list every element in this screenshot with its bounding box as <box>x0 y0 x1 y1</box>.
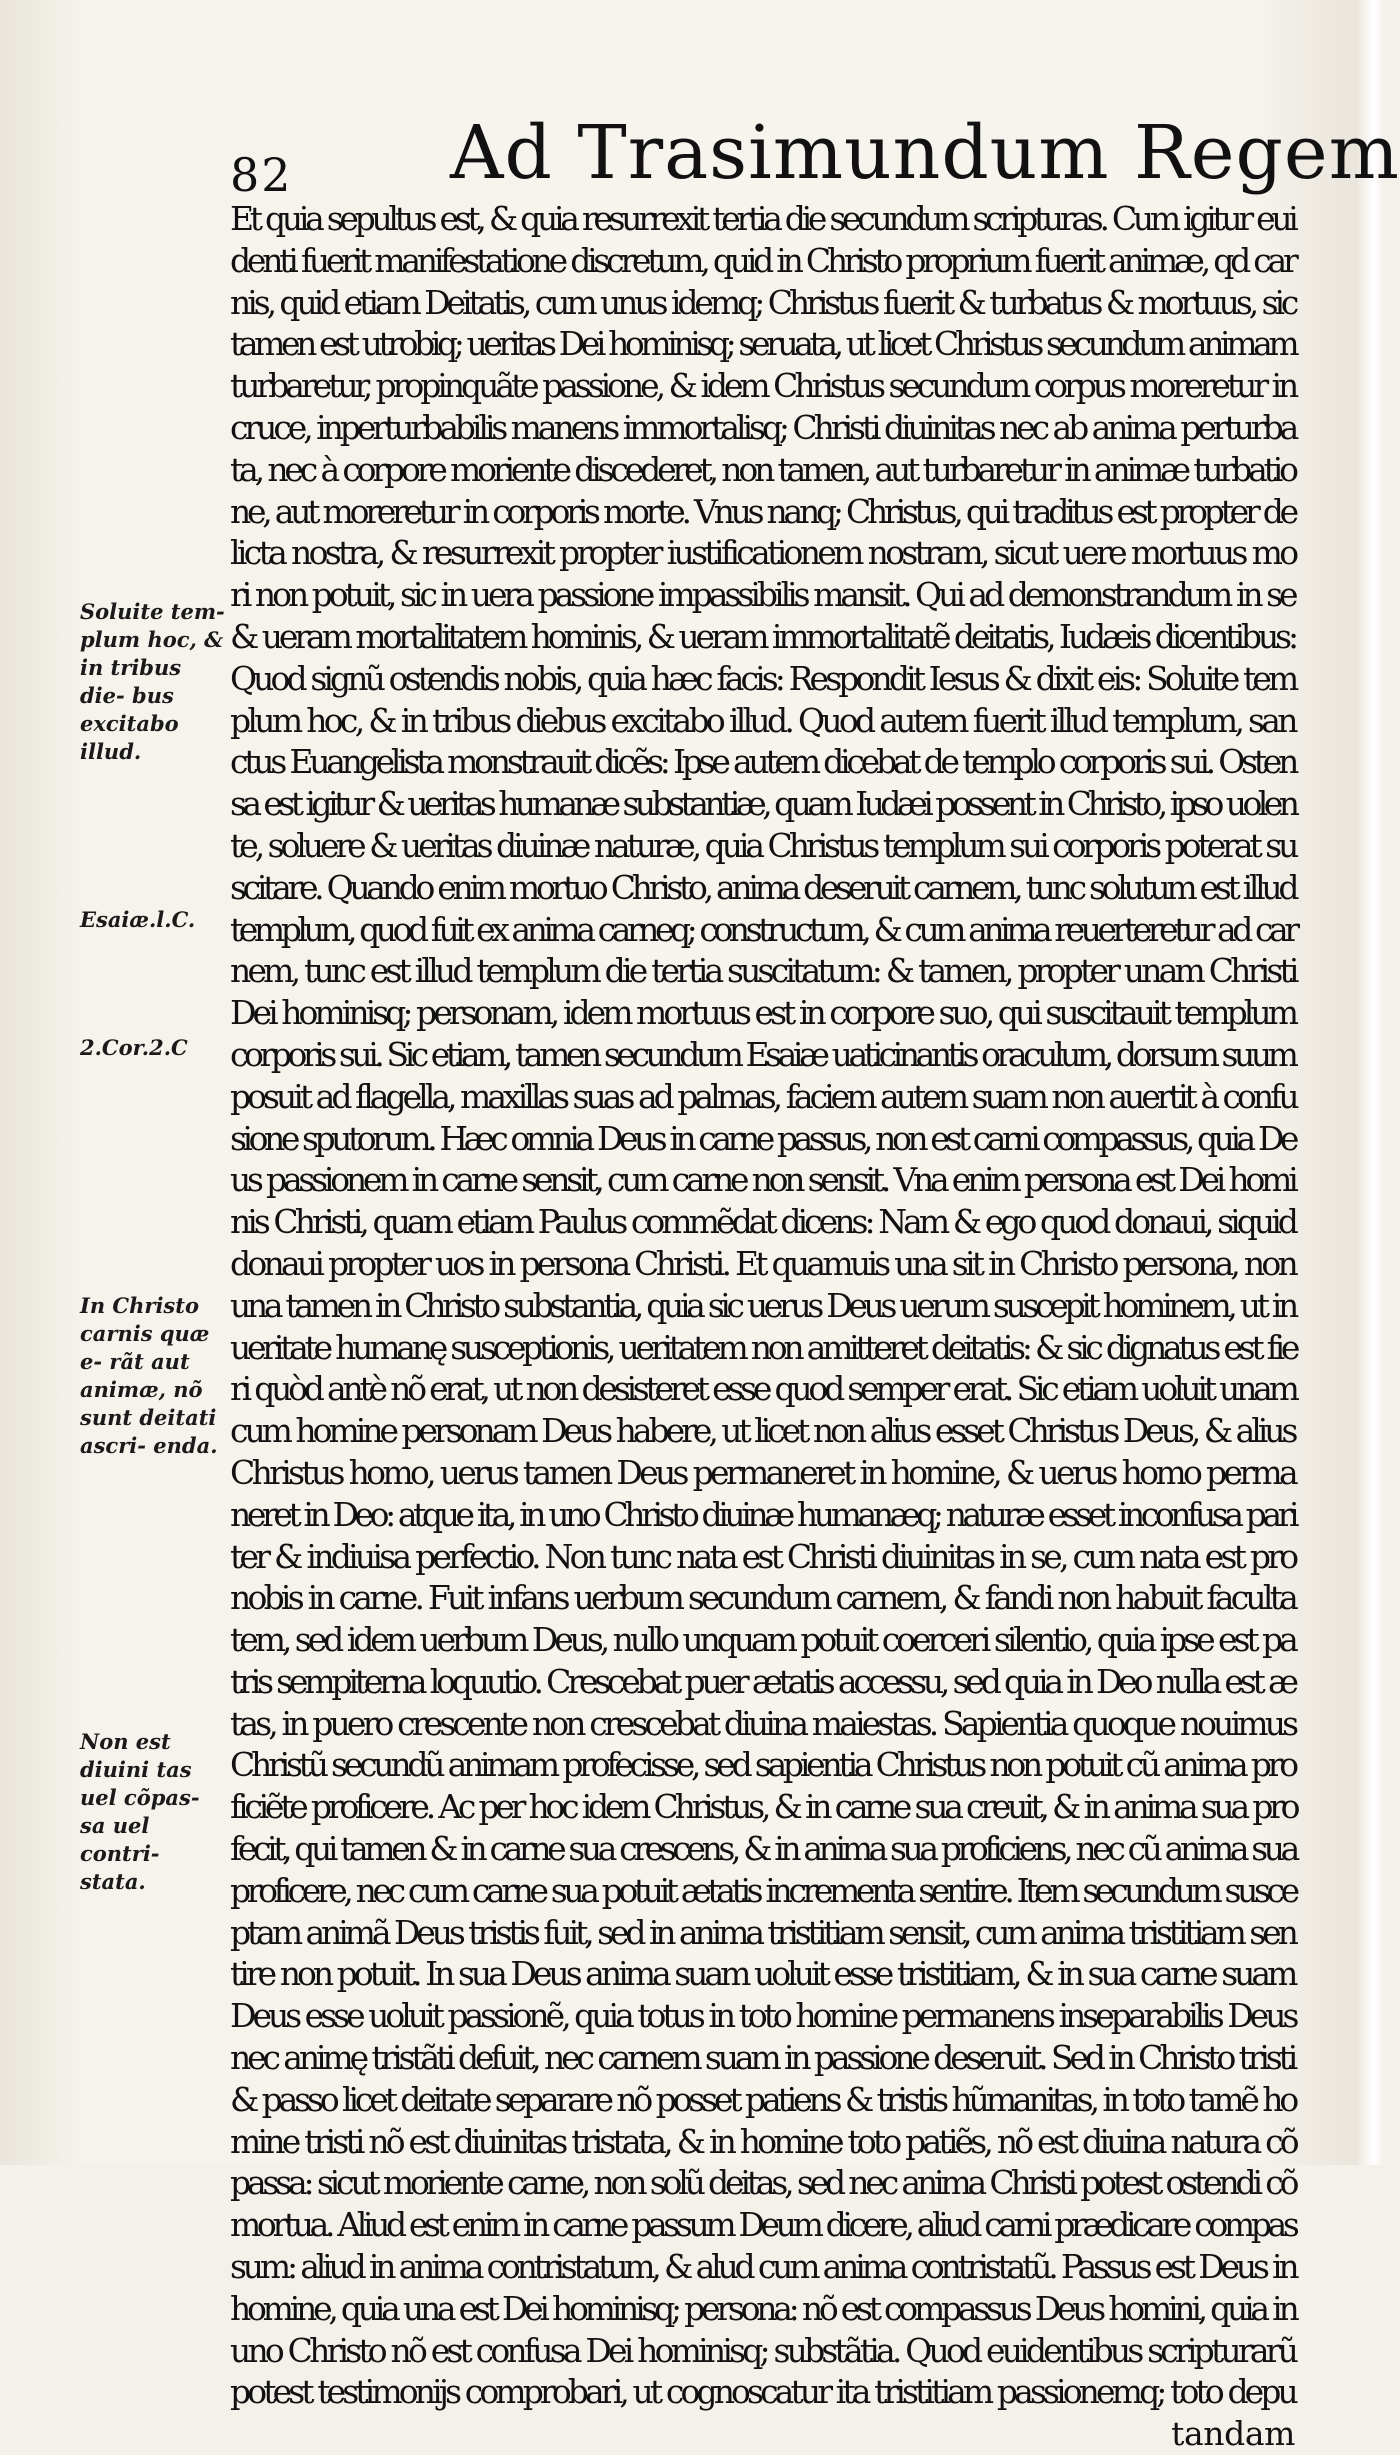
text-line: templum, quod fuit ex anima carneq; constructum, & cum anima reuerteretur ad car <box>230 909 1296 949</box>
text-line: Christũ secundũ animam profecisse, sed sapientia Christus non potuit cũ anima pro <box>230 1745 1295 1785</box>
text-line: nec animę tristãti defuit, nec carnem suam in passione deseruit. Sed in Christo tristi <box>230 2038 1295 2078</box>
text-line: cruce, inperturbabilis manens immortalisq; Christi diuinitas nec ab anima perturba <box>230 407 1296 447</box>
text-line: corporis sui. Sic etiam, tamen secundum Esaiæ uaticinantis oraculum, dorsum suum <box>230 1034 1295 1074</box>
text-line: plum hoc, & in tribus diebus excitabo illud. Quod autem fuerit illud templum, san <box>230 700 1295 740</box>
text-line: nobis in carne. Fuit infans uerbum secundum carnem, & fandi non habuit faculta <box>230 1578 1296 1618</box>
text-line: denti fuerit manifestatione discretum, quid in Christo proprium fuerit animæ, qd car <box>230 240 1295 280</box>
text-line: donaui propter uos in persona Christi. Et quamuis una sit in Christo persona, non <box>230 1243 1295 1283</box>
text-line: Deus esse uoluit passionẽ, quia totus in toto homine permanens inseparabilis Deus <box>230 1996 1296 2036</box>
text-line: cum homine personam Deus habere, ut licet non alius esset Christus Deus, & alius <box>230 1411 1295 1451</box>
text-line: tem, sed idem uerbum Deus, nullo unquam potuit coerceri silentio, quia ipse est pa <box>230 1620 1295 1660</box>
text-line: tas, in puero crescente non crescebat diuina maiestas. Sapientia quoque nouimus <box>230 1703 1296 1743</box>
text-line: fecit, qui tamen & in carne sua crescens, & in anima sua proficiens, nec cũ anima sua <box>230 1829 1296 1869</box>
text-line: posuit ad flagella, maxillas suas ad palmas, faciem autem suam non auertit à confu <box>230 1076 1296 1116</box>
text-line: proficere, nec cum carne sua potuit ætatis incrementa sentire. Item secundum susce <box>230 1870 1296 1910</box>
text-line: tamen est utrobiq; ueritas Dei hominisq; seruata, ut licet Christus secundum animam <box>230 324 1296 364</box>
margin-note-corinthians: 2.Cor.2.C <box>80 1035 188 1060</box>
text-line: turbaretur, propinquãte passione, & idem Christus secundum corpus moreretur in <box>230 366 1296 406</box>
text-line: mine tristi nõ est diuinitas tristata, & in homine toto patiẽs, nõ est diuina natura cõ <box>230 2121 1296 2161</box>
text-line: una tamen in Christo substantia, quia sic uerus Deus uerum suscepit hominem, ut in <box>230 1285 1295 1325</box>
text-line: Et quia sepultus est, & quia resurrexit tertia die secundum scripturas. Cum igitur eui <box>230 199 1295 238</box>
text-line: potest testimonijs comprobari, ut cognoscatur ita tristitiam passionemq; toto depu <box>230 2372 1295 2412</box>
text-line: sa est igitur & ueritas humanæ substantiæ, quam Iudæi possent in Christo, ipso uolen <box>230 784 1296 824</box>
text-line: nis, quid etiam Deitatis, cum unus idemq; Christus fuerit & turbatus & mortuus, sic <box>230 282 1296 322</box>
text-line: & passo licet deitate separare nõ posset patiens & tristis hũmanitas, in toto tamẽ ho <box>230 2079 1296 2119</box>
page-edge-shadow <box>1357 0 1385 2165</box>
text-line: mortua. Aliud est enim in carne passum Deum dicere, aliud carni prædicare compas <box>230 2205 1296 2245</box>
text-line: Christus homo, uerus tamen Deus permaneret in homine, & uerus homo perma <box>230 1452 1295 1492</box>
text-line: Dei hominisq; personam, idem mortuus est in corpore suo, qui suscitauit templum <box>230 993 1296 1033</box>
text-line: nis Christi, quam etiam Paulus commẽdat dicens: Nam & ego quod donaui, siquid <box>230 1202 1295 1242</box>
body-text <box>230 198 1295 2455</box>
text-line: ta, nec à corpore moriente discederet, non tamen, aut turbaretur in animæ turbatio <box>230 449 1295 489</box>
text-line: scitare. Quando enim mortuo Christo, anima deseruit carnem, tunc solutum est illud <box>230 867 1296 907</box>
text-line: nem, tunc est illud templum die tertia suscitatum: & tamen, propter unam Christi <box>230 951 1296 991</box>
text-line: ueritate humanę susceptionis, ueritatem non amitteret deitatis: & sic dignatus est fie <box>230 1327 1297 1367</box>
text-line: Quod signũ ostendis nobis, quia hæc facis: Respondit Iesus & dixit eis: Soluite tem <box>230 658 1296 698</box>
text-line: tandam <box>1171 2414 1295 2454</box>
text-line: ri quòd antè nõ erat, ut non desisteret esse quod semper erat. Sic etiam uoluit unam <box>230 1369 1296 1409</box>
margin-note-non-est: Non est diuini tas uel cõpas- sa uel contri- stata. <box>80 1729 200 1894</box>
text-line: ter & indiuisa perfectio. Non tunc nata est Christi diuinitas in se, cum nata est pro <box>230 1536 1296 1576</box>
text-line: ne, aut moreretur in corporis morte. Vnus nanq; Christus, qui traditus est propter de <box>230 491 1295 531</box>
text-line: te, soluere & ueritas diuinæ naturæ, quia Christus templum sui corporis poterat su <box>230 825 1296 865</box>
text-line: neret in Deo: atque ita, in uno Christo diuinæ humanæq; naturæ esset inconfusa pari <box>230 1494 1296 1534</box>
page-number: 82 <box>230 148 293 202</box>
margin-note-in-christo: In Christo carnis quæ e- rãt aut animæ, nõ sunt deitati ascri- enda. <box>80 1293 218 1458</box>
text-line: passa: sicut moriente carne, non solũ deitas, sed nec anima Christi potest ostendi cõ <box>230 2163 1296 2203</box>
text-line: ctus Euangelista monstrauit dicẽs: Ipse autem dicebat de templo corporis sui. Osten <box>230 742 1296 782</box>
text-line: licta nostra, & resurrexit propter iustificationem nostram, sicut uere mortuus mo <box>230 533 1296 573</box>
text-line: uno Christo nõ est confusa Dei hominisq; substãtia. Quod euidentibus scripturarũ <box>230 2330 1296 2370</box>
text-line: sum: aliud in anima contristatum, & alud cum anima contristatũ. Passus est Deus in <box>230 2247 1296 2287</box>
running-head: Ad Trasimundum Regem <box>450 110 1400 196</box>
margin-note-esaiae: Esaiæ.l.C. <box>80 907 196 932</box>
margin-note-soluite: Soluite tem- plum hoc, & in tribus die- bus excitabo illud. <box>80 599 225 764</box>
text-line: ptam animã Deus tristis fuit, sed in anima tristitiam sensit, cum anima tristitiam sen <box>230 1912 1295 1952</box>
text-line: us passionem in carne sensit, cum carne non sensit. Vna enim persona est Dei homi <box>230 1160 1295 1200</box>
text-line: sione sputorum. Hæc omnia Deus in carne passus, non est carni compassus, quia De <box>230 1118 1295 1158</box>
text-line: & ueram mortalitatem hominis, & ueram immortalitatẽ deitatis, Iudæis dicentibus: <box>230 616 1296 656</box>
text-line: tire non potuit. In sua Deus anima suam uoluit esse tristitiam, & in sua carne suam <box>230 1954 1295 1994</box>
text-line: ficiẽte proficere. Ac per hoc idem Christus, & in carne sua creuit, & in anima sua pro <box>230 1787 1297 1827</box>
text-line: ri non potuit, sic in uera passione impassibilis mansit. Qui ad demonstrandum in se <box>230 575 1295 615</box>
text-line: tris sempiterna loquutio. Crescebat puer ætatis accessu, sed quia in Deo nulla est æ <box>230 1661 1295 1701</box>
text-line: homine, quia una est Dei hominisq; persona: nõ est compassus Deus homini, quia in <box>230 2288 1296 2328</box>
